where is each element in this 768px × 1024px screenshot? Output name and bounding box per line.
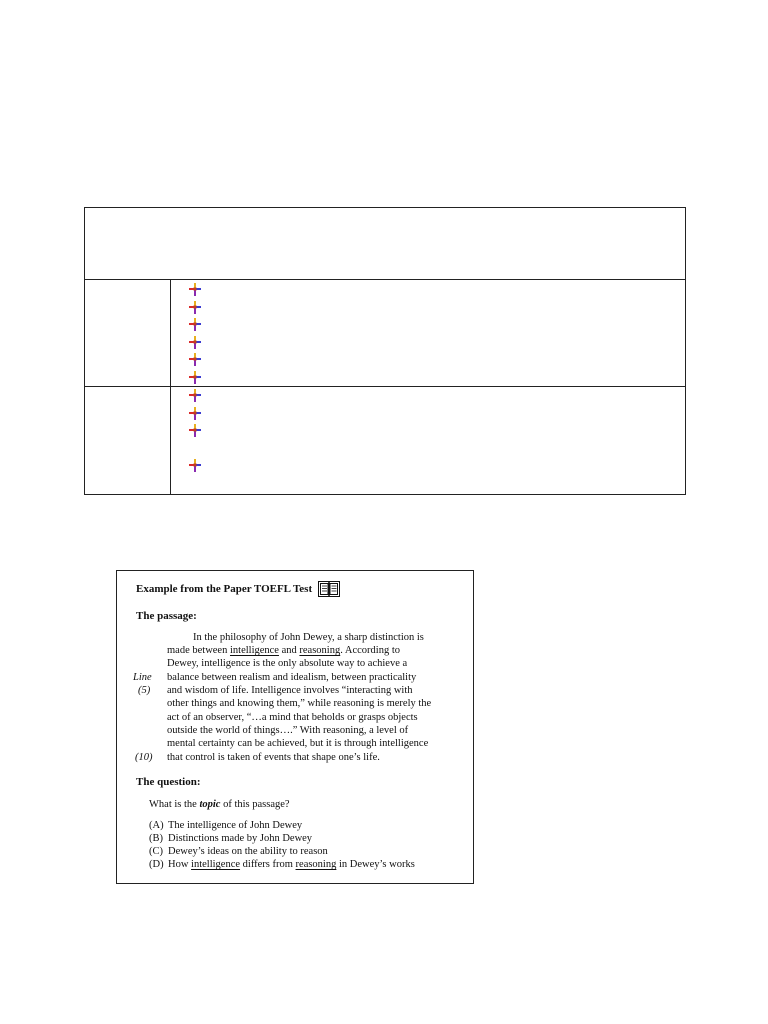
question-pre: What is the xyxy=(149,799,200,810)
text-segment-u2: reasoning xyxy=(299,645,341,656)
four-color-bullet-icon xyxy=(189,353,201,366)
answer-choice xyxy=(149,832,312,845)
passage-line xyxy=(167,684,413,697)
four-color-bullet-icon xyxy=(189,389,201,402)
passage-line xyxy=(167,737,428,750)
table-header-row xyxy=(85,208,685,280)
four-color-bullet-icon xyxy=(189,424,201,437)
example-title: Example from the Paper TOEFL Test xyxy=(136,583,313,595)
book-icon xyxy=(318,581,340,597)
table-row-1-label-cell xyxy=(85,280,171,386)
text-segment-u1: intelligence xyxy=(229,645,279,656)
choice-letter: (A) xyxy=(149,820,164,831)
four-color-bullet-icon xyxy=(189,371,201,384)
text-segment-pre: other things and knowing them,” while reasoning is merely the xyxy=(167,698,432,709)
text-segment-pre: outside the world of things….” With reasoning, a level of xyxy=(167,725,409,736)
text-segment-mid: and xyxy=(278,645,300,656)
passage-line xyxy=(167,697,431,710)
line-marker-word: Line xyxy=(133,672,152,683)
line-marker-5: (5) xyxy=(138,685,151,696)
text-segment-pre: mental certainty can be achieved, but it is through intelligence xyxy=(167,738,429,749)
answer-choice xyxy=(149,845,328,858)
text-segment-post: in Dewey’s works xyxy=(336,859,415,870)
text-segment-pre: Dewey’s ideas on the ability to reason xyxy=(168,846,328,857)
passage-line xyxy=(167,724,408,737)
text-segment-pre: The intelligence of John Dewey xyxy=(168,820,303,831)
answer-choice xyxy=(149,819,302,832)
text-segment-pre: that control is taken of events that shape one’s life. xyxy=(167,751,380,763)
four-color-bullet-icon xyxy=(189,318,201,331)
outline-table xyxy=(84,207,686,495)
four-color-bullet-icon xyxy=(189,301,201,314)
text-segment-pre: In the philosophy of John Dewey, a sharp distinction is xyxy=(193,632,424,643)
passage-line xyxy=(167,711,418,724)
text-segment-pre: balance between realism and idealism, between practicality xyxy=(167,671,417,683)
four-color-bullet-icon xyxy=(189,336,201,349)
table-row-2 xyxy=(85,387,685,494)
passage-line xyxy=(167,751,380,764)
text-segment-pre: Distinctions made by John Dewey xyxy=(168,833,313,844)
question-emphasis: topic xyxy=(199,799,221,810)
text-segment-pre: made between xyxy=(167,645,230,656)
passage-line xyxy=(167,644,400,657)
four-color-bullet-icon xyxy=(189,459,201,472)
table-row-2-label-cell xyxy=(85,387,171,494)
line-marker-10: (10) xyxy=(135,752,153,763)
text-segment-pre: and wisdom of life. Intelligence involves “interacting with xyxy=(167,685,413,696)
choice-letter: (C) xyxy=(149,846,163,857)
text-segment-pre: How xyxy=(168,859,192,870)
question-post: of this passage? xyxy=(220,799,290,810)
toefl-example-box xyxy=(116,570,474,884)
passage-line xyxy=(167,671,416,684)
passage-line xyxy=(167,657,407,670)
question-label: The question: xyxy=(136,776,201,788)
text-segment-u1: intelligence xyxy=(191,859,241,870)
passage-label: The passage: xyxy=(136,610,197,622)
passage-line xyxy=(193,631,424,644)
question-text xyxy=(149,798,290,811)
text-segment-pre: Dewey, intelligence is the only absolute way to achieve a xyxy=(167,658,408,669)
four-color-bullet-icon xyxy=(189,407,201,420)
answer-choice xyxy=(149,858,415,871)
choice-letter: (D) xyxy=(149,859,164,870)
table-row-1 xyxy=(85,280,685,387)
text-segment-u2: reasoning xyxy=(295,859,337,870)
text-segment-pre: act of an observer, “…a mind that beholds or grasps objects xyxy=(167,711,418,723)
choice-letter: (B) xyxy=(149,833,163,844)
four-color-bullet-icon xyxy=(189,283,201,296)
text-segment-mid: differs from xyxy=(240,859,296,870)
text-segment-post: . According to xyxy=(340,645,400,656)
